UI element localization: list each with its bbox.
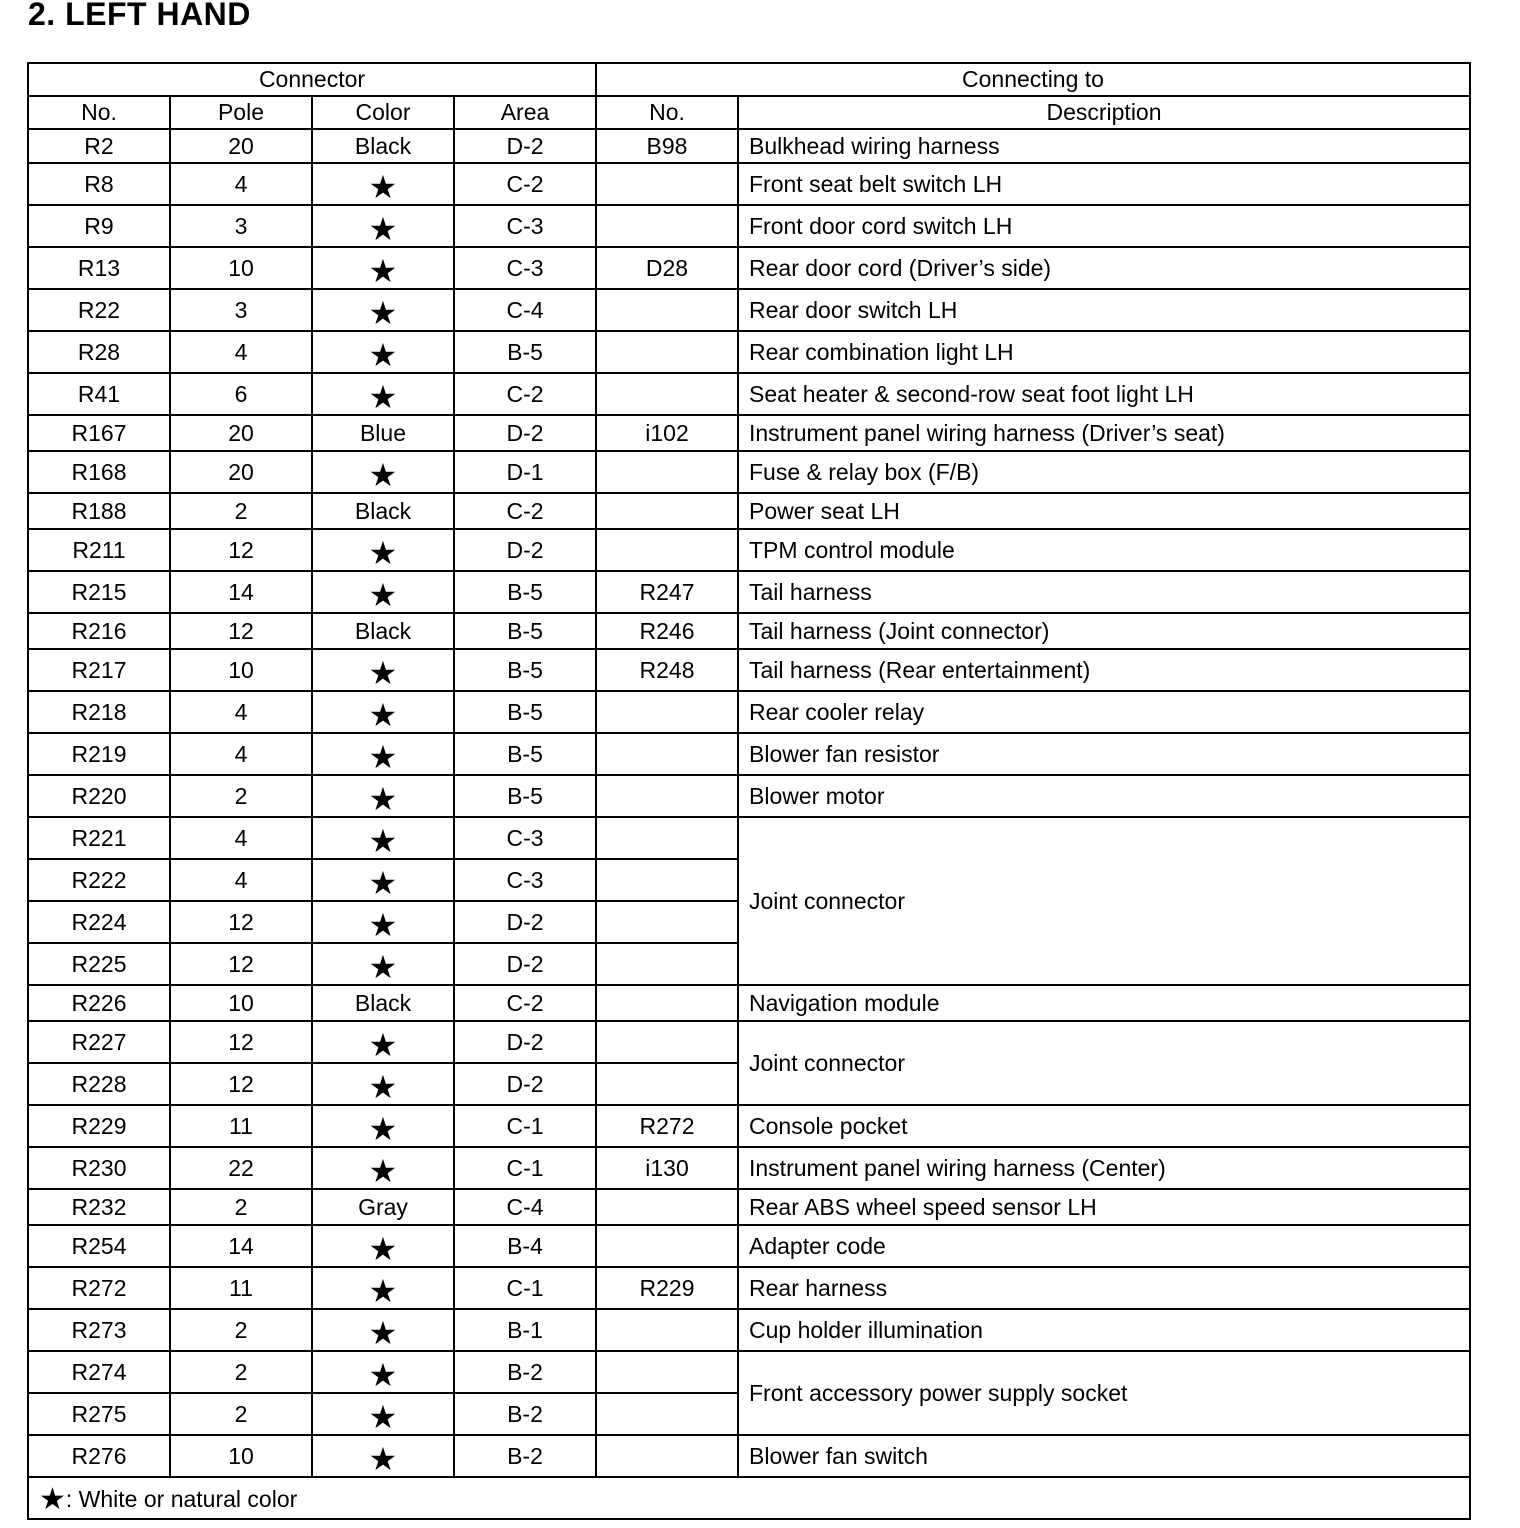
cell-connector-no: R275 xyxy=(28,1393,170,1435)
cell-connecting-no: R246 xyxy=(596,613,738,649)
color-value: Black xyxy=(354,132,412,159)
cell-connector-no: R274 xyxy=(28,1351,170,1393)
cell-description: Console pocket xyxy=(738,1105,1470,1147)
cell-color xyxy=(312,289,454,331)
cell-color xyxy=(312,691,454,733)
table-row xyxy=(28,1147,1470,1189)
cell-connector-no: R232 xyxy=(28,1189,170,1225)
cell-color xyxy=(312,1435,454,1477)
cell-area: B-2 xyxy=(454,1435,596,1477)
table-row xyxy=(28,613,1470,649)
cell-pole: 10 xyxy=(170,985,312,1021)
star-icon: ★ xyxy=(368,1231,398,1267)
cell-pole: 4 xyxy=(170,331,312,373)
cell-pole: 10 xyxy=(170,1435,312,1477)
cell-area: C-1 xyxy=(454,1105,596,1147)
table-row xyxy=(28,373,1470,415)
cell-pole: 12 xyxy=(170,901,312,943)
star-icon: ★ xyxy=(368,379,398,415)
cell-pole: 2 xyxy=(170,1309,312,1351)
cell-connector-no: R2 xyxy=(28,129,170,163)
cell-connecting-no xyxy=(596,1351,738,1393)
star-icon: ★ xyxy=(368,907,398,943)
cell-pole: 10 xyxy=(170,649,312,691)
cell-description: Blower motor xyxy=(738,775,1470,817)
cell-connector-no: R13 xyxy=(28,247,170,289)
cell-pole: 12 xyxy=(170,529,312,571)
cell-pole: 10 xyxy=(170,247,312,289)
cell-pole: 20 xyxy=(170,129,312,163)
cell-area: C-2 xyxy=(454,493,596,529)
table-row xyxy=(28,205,1470,247)
cell-pole: 22 xyxy=(170,1147,312,1189)
table-row xyxy=(28,493,1470,529)
cell-connecting-no xyxy=(596,1063,738,1105)
cell-color xyxy=(312,1309,454,1351)
cell-area: C-3 xyxy=(454,205,596,247)
cell-description: Power seat LH xyxy=(738,493,1470,529)
cell-color xyxy=(312,1021,454,1063)
cell-description: Rear harness xyxy=(738,1267,1470,1309)
cell-connector-no: R8 xyxy=(28,163,170,205)
table-row xyxy=(28,571,1470,613)
cell-connecting-no: R248 xyxy=(596,649,738,691)
star-icon: ★ xyxy=(368,295,398,331)
cell-description: Front door cord switch LH xyxy=(738,205,1470,247)
cell-description: Navigation module xyxy=(738,985,1470,1021)
cell-pole: 11 xyxy=(170,1267,312,1309)
cell-description: Rear cooler relay xyxy=(738,691,1470,733)
cell-color xyxy=(312,493,454,529)
cell-pole: 14 xyxy=(170,571,312,613)
cell-pole: 3 xyxy=(170,205,312,247)
table-row xyxy=(28,163,1470,205)
cell-pole: 12 xyxy=(170,1021,312,1063)
cell-pole: 11 xyxy=(170,1105,312,1147)
star-icon: ★ xyxy=(368,655,398,691)
table-row xyxy=(28,1351,1470,1393)
cell-connecting-no xyxy=(596,733,738,775)
table-row xyxy=(28,817,1470,859)
cell-area: B-5 xyxy=(454,613,596,649)
cell-area: C-4 xyxy=(454,289,596,331)
cell-connector-no: R167 xyxy=(28,415,170,451)
cell-description: Blower fan switch xyxy=(738,1435,1470,1477)
cell-color xyxy=(312,451,454,493)
cell-area: D-2 xyxy=(454,129,596,163)
star-icon: ★ xyxy=(368,535,398,571)
cell-area: B-5 xyxy=(454,691,596,733)
color-value: Gray xyxy=(358,1193,408,1220)
cell-connecting-no: R272 xyxy=(596,1105,738,1147)
star-icon: ★ xyxy=(368,739,398,775)
cell-connecting-no xyxy=(596,859,738,901)
footnote xyxy=(28,1477,1470,1519)
cell-color xyxy=(312,1063,454,1105)
cell-connecting-no xyxy=(596,1021,738,1063)
cell-connector-no: R28 xyxy=(28,331,170,373)
cell-connector-no: R229 xyxy=(28,1105,170,1147)
cell-pole: 2 xyxy=(170,493,312,529)
cell-connecting-no xyxy=(596,775,738,817)
cell-connector-no: R216 xyxy=(28,613,170,649)
table-row xyxy=(28,1225,1470,1267)
color-value: Black xyxy=(354,989,412,1016)
cell-area: C-2 xyxy=(454,985,596,1021)
cell-pole: 2 xyxy=(170,775,312,817)
cell-description: Tail harness (Joint connector) xyxy=(738,613,1470,649)
cell-area: B-2 xyxy=(454,1351,596,1393)
cell-connector-no: R188 xyxy=(28,493,170,529)
col-header-no: No. xyxy=(28,96,170,129)
cell-connecting-no xyxy=(596,691,738,733)
cell-description: Rear door cord (Driver’s side) xyxy=(738,247,1470,289)
col-header-color: Color xyxy=(312,96,454,129)
cell-color xyxy=(312,1225,454,1267)
color-value: Black xyxy=(354,617,412,644)
cell-connecting-no xyxy=(596,331,738,373)
star-icon: ★ xyxy=(368,337,398,373)
cell-connecting-no xyxy=(596,529,738,571)
cell-connector-no: R9 xyxy=(28,205,170,247)
col-header-description: Description xyxy=(738,96,1470,129)
cell-area: D-2 xyxy=(454,415,596,451)
cell-pole: 4 xyxy=(170,817,312,859)
cell-pole: 4 xyxy=(170,859,312,901)
star-icon: ★ xyxy=(368,211,398,247)
cell-pole: 4 xyxy=(170,733,312,775)
star-icon: ★ xyxy=(368,697,398,733)
cell-color xyxy=(312,373,454,415)
cell-connecting-no: B98 xyxy=(596,129,738,163)
col-header-connecting-no: No. xyxy=(596,96,738,129)
cell-description: Instrument panel wiring harness (Center) xyxy=(738,1147,1470,1189)
cell-area: C-4 xyxy=(454,1189,596,1225)
cell-area: C-2 xyxy=(454,163,596,205)
cell-description: Tail harness (Rear entertainment) xyxy=(738,649,1470,691)
star-icon: ★ xyxy=(368,1399,398,1435)
star-icon: ★ xyxy=(368,577,398,613)
cell-area: C-1 xyxy=(454,1267,596,1309)
cell-description: TPM control module xyxy=(738,529,1470,571)
cell-description: Front seat belt switch LH xyxy=(738,163,1470,205)
cell-connecting-no xyxy=(596,493,738,529)
cell-pole: 6 xyxy=(170,373,312,415)
cell-connecting-no xyxy=(596,901,738,943)
table-row xyxy=(28,529,1470,571)
cell-area: B-5 xyxy=(454,775,596,817)
star-icon: ★ xyxy=(368,1153,398,1189)
cell-area: D-2 xyxy=(454,1021,596,1063)
cell-description: Rear combination light LH xyxy=(738,331,1470,373)
cell-connecting-no xyxy=(596,1189,738,1225)
cell-connecting-no xyxy=(596,1393,738,1435)
cell-description: Blower fan resistor xyxy=(738,733,1470,775)
cell-connector-no: R276 xyxy=(28,1435,170,1477)
star-icon: ★ xyxy=(368,823,398,859)
cell-connecting-no: i102 xyxy=(596,415,738,451)
cell-color xyxy=(312,163,454,205)
cell-connecting-no xyxy=(596,451,738,493)
cell-pole: 14 xyxy=(170,1225,312,1267)
cell-connecting-no: D28 xyxy=(596,247,738,289)
cell-area: D-1 xyxy=(454,451,596,493)
cell-area: B-4 xyxy=(454,1225,596,1267)
cell-connector-no: R272 xyxy=(28,1267,170,1309)
cell-color xyxy=(312,649,454,691)
cell-connector-no: R168 xyxy=(28,451,170,493)
star-icon: ★ xyxy=(368,1357,398,1393)
cell-connector-no: R230 xyxy=(28,1147,170,1189)
star-icon: ★ xyxy=(368,781,398,817)
cell-area: D-2 xyxy=(454,1063,596,1105)
table-row xyxy=(28,1267,1470,1309)
cell-connecting-no: i130 xyxy=(596,1147,738,1189)
table-row xyxy=(28,289,1470,331)
table-row xyxy=(28,451,1470,493)
star-icon: ★ xyxy=(39,1483,66,1516)
cell-connecting-no: R229 xyxy=(596,1267,738,1309)
cell-connector-no: R225 xyxy=(28,943,170,985)
star-icon: ★ xyxy=(368,253,398,289)
cell-connector-no: R228 xyxy=(28,1063,170,1105)
table-row xyxy=(28,1435,1470,1477)
color-value: Black xyxy=(354,497,412,524)
cell-description: Joint connector xyxy=(738,817,1470,985)
cell-pole: 2 xyxy=(170,1351,312,1393)
star-icon: ★ xyxy=(368,865,398,901)
cell-connecting-no xyxy=(596,1225,738,1267)
cell-pole: 3 xyxy=(170,289,312,331)
table-row xyxy=(28,247,1470,289)
cell-pole: 20 xyxy=(170,451,312,493)
cell-area: B-2 xyxy=(454,1393,596,1435)
cell-color xyxy=(312,1189,454,1225)
cell-connecting-no xyxy=(596,1435,738,1477)
star-icon: ★ xyxy=(368,949,398,985)
cell-connector-no: R22 xyxy=(28,289,170,331)
cell-connector-no: R224 xyxy=(28,901,170,943)
star-icon: ★ xyxy=(368,1441,398,1477)
cell-color xyxy=(312,247,454,289)
cell-area: B-5 xyxy=(454,571,596,613)
cell-connecting-no xyxy=(596,373,738,415)
cell-color xyxy=(312,859,454,901)
cell-description: Seat heater & second-row seat foot light LH xyxy=(738,373,1470,415)
cell-description: Tail harness xyxy=(738,571,1470,613)
table-row xyxy=(28,775,1470,817)
cell-area: B-5 xyxy=(454,649,596,691)
table-row xyxy=(28,415,1470,451)
table-row xyxy=(28,649,1470,691)
cell-connector-no: R220 xyxy=(28,775,170,817)
cell-color xyxy=(312,1147,454,1189)
cell-connector-no: R211 xyxy=(28,529,170,571)
cell-color xyxy=(312,985,454,1021)
cell-description: Front accessory power supply socket xyxy=(738,1351,1470,1435)
table-body xyxy=(28,129,1470,1477)
cell-color xyxy=(312,415,454,451)
cell-connecting-no xyxy=(596,943,738,985)
cell-color xyxy=(312,529,454,571)
cell-color xyxy=(312,613,454,649)
cell-color xyxy=(312,1105,454,1147)
cell-pole: 12 xyxy=(170,1063,312,1105)
cell-pole: 4 xyxy=(170,163,312,205)
star-icon: ★ xyxy=(368,457,398,493)
cell-connecting-no xyxy=(596,1309,738,1351)
connecting-to-group-header: Connecting to xyxy=(596,63,1470,96)
table-row xyxy=(28,1105,1470,1147)
table-row xyxy=(28,691,1470,733)
cell-description: Bulkhead wiring harness xyxy=(738,129,1470,163)
cell-color xyxy=(312,205,454,247)
cell-description: Fuse & relay box (F/B) xyxy=(738,451,1470,493)
cell-pole: 12 xyxy=(170,943,312,985)
cell-pole: 2 xyxy=(170,1393,312,1435)
cell-description: Adapter code xyxy=(738,1225,1470,1267)
cell-area: B-5 xyxy=(454,331,596,373)
cell-area: C-3 xyxy=(454,859,596,901)
cell-description: Rear door switch LH xyxy=(738,289,1470,331)
star-icon: ★ xyxy=(368,1273,398,1309)
table-row xyxy=(28,1021,1470,1063)
star-icon: ★ xyxy=(368,1069,398,1105)
table-row xyxy=(28,1309,1470,1351)
cell-connector-no: R222 xyxy=(28,859,170,901)
cell-connector-no: R254 xyxy=(28,1225,170,1267)
cell-connector-no: R226 xyxy=(28,985,170,1021)
cell-connecting-no xyxy=(596,163,738,205)
cell-connecting-no xyxy=(596,205,738,247)
cell-description: Rear ABS wheel speed sensor LH xyxy=(738,1189,1470,1225)
connector-group-header: Connector xyxy=(28,63,596,96)
cell-color xyxy=(312,1393,454,1435)
cell-connecting-no xyxy=(596,289,738,331)
cell-color xyxy=(312,817,454,859)
star-icon: ★ xyxy=(368,169,398,205)
star-icon: ★ xyxy=(368,1111,398,1147)
cell-description: Cup holder illumination xyxy=(738,1309,1470,1351)
cell-color xyxy=(312,1351,454,1393)
cell-pole: 2 xyxy=(170,1189,312,1225)
cell-connector-no: R41 xyxy=(28,373,170,415)
cell-area: C-2 xyxy=(454,373,596,415)
cell-connector-no: R215 xyxy=(28,571,170,613)
cell-color xyxy=(312,775,454,817)
cell-description: Instrument panel wiring harness (Driver’s seat) xyxy=(738,415,1470,451)
connector-table xyxy=(27,62,1471,1520)
cell-description: Joint connector xyxy=(738,1021,1470,1105)
cell-connector-no: R221 xyxy=(28,817,170,859)
table-row xyxy=(28,985,1470,1021)
cell-color xyxy=(312,331,454,373)
table-row xyxy=(28,1189,1470,1225)
table-row xyxy=(28,733,1470,775)
cell-connecting-no xyxy=(596,817,738,859)
cell-connector-no: R227 xyxy=(28,1021,170,1063)
cell-area: B-1 xyxy=(454,1309,596,1351)
page-title: 2. LEFT HAND xyxy=(28,0,251,32)
cell-color xyxy=(312,901,454,943)
cell-area: C-3 xyxy=(454,247,596,289)
cell-connecting-no xyxy=(596,985,738,1021)
cell-connector-no: R219 xyxy=(28,733,170,775)
cell-color xyxy=(312,129,454,163)
col-header-area: Area xyxy=(454,96,596,129)
cell-area: D-2 xyxy=(454,901,596,943)
cell-connector-no: R273 xyxy=(28,1309,170,1351)
star-icon: ★ xyxy=(368,1027,398,1063)
cell-color xyxy=(312,733,454,775)
cell-area: C-3 xyxy=(454,817,596,859)
cell-color xyxy=(312,571,454,613)
cell-area: D-2 xyxy=(454,529,596,571)
cell-area: D-2 xyxy=(454,943,596,985)
cell-connecting-no: R247 xyxy=(596,571,738,613)
cell-pole: 20 xyxy=(170,415,312,451)
table-row xyxy=(28,331,1470,373)
footnote-text: : White or natural color xyxy=(65,1486,298,1512)
star-icon: ★ xyxy=(368,1315,398,1351)
table-row xyxy=(28,129,1470,163)
cell-pole: 12 xyxy=(170,613,312,649)
col-header-pole: Pole xyxy=(170,96,312,129)
color-value: Blue xyxy=(359,419,407,446)
cell-area: C-1 xyxy=(454,1147,596,1189)
cell-color xyxy=(312,943,454,985)
cell-color xyxy=(312,1267,454,1309)
cell-pole: 4 xyxy=(170,691,312,733)
cell-connector-no: R217 xyxy=(28,649,170,691)
cell-area: B-5 xyxy=(454,733,596,775)
cell-connector-no: R218 xyxy=(28,691,170,733)
